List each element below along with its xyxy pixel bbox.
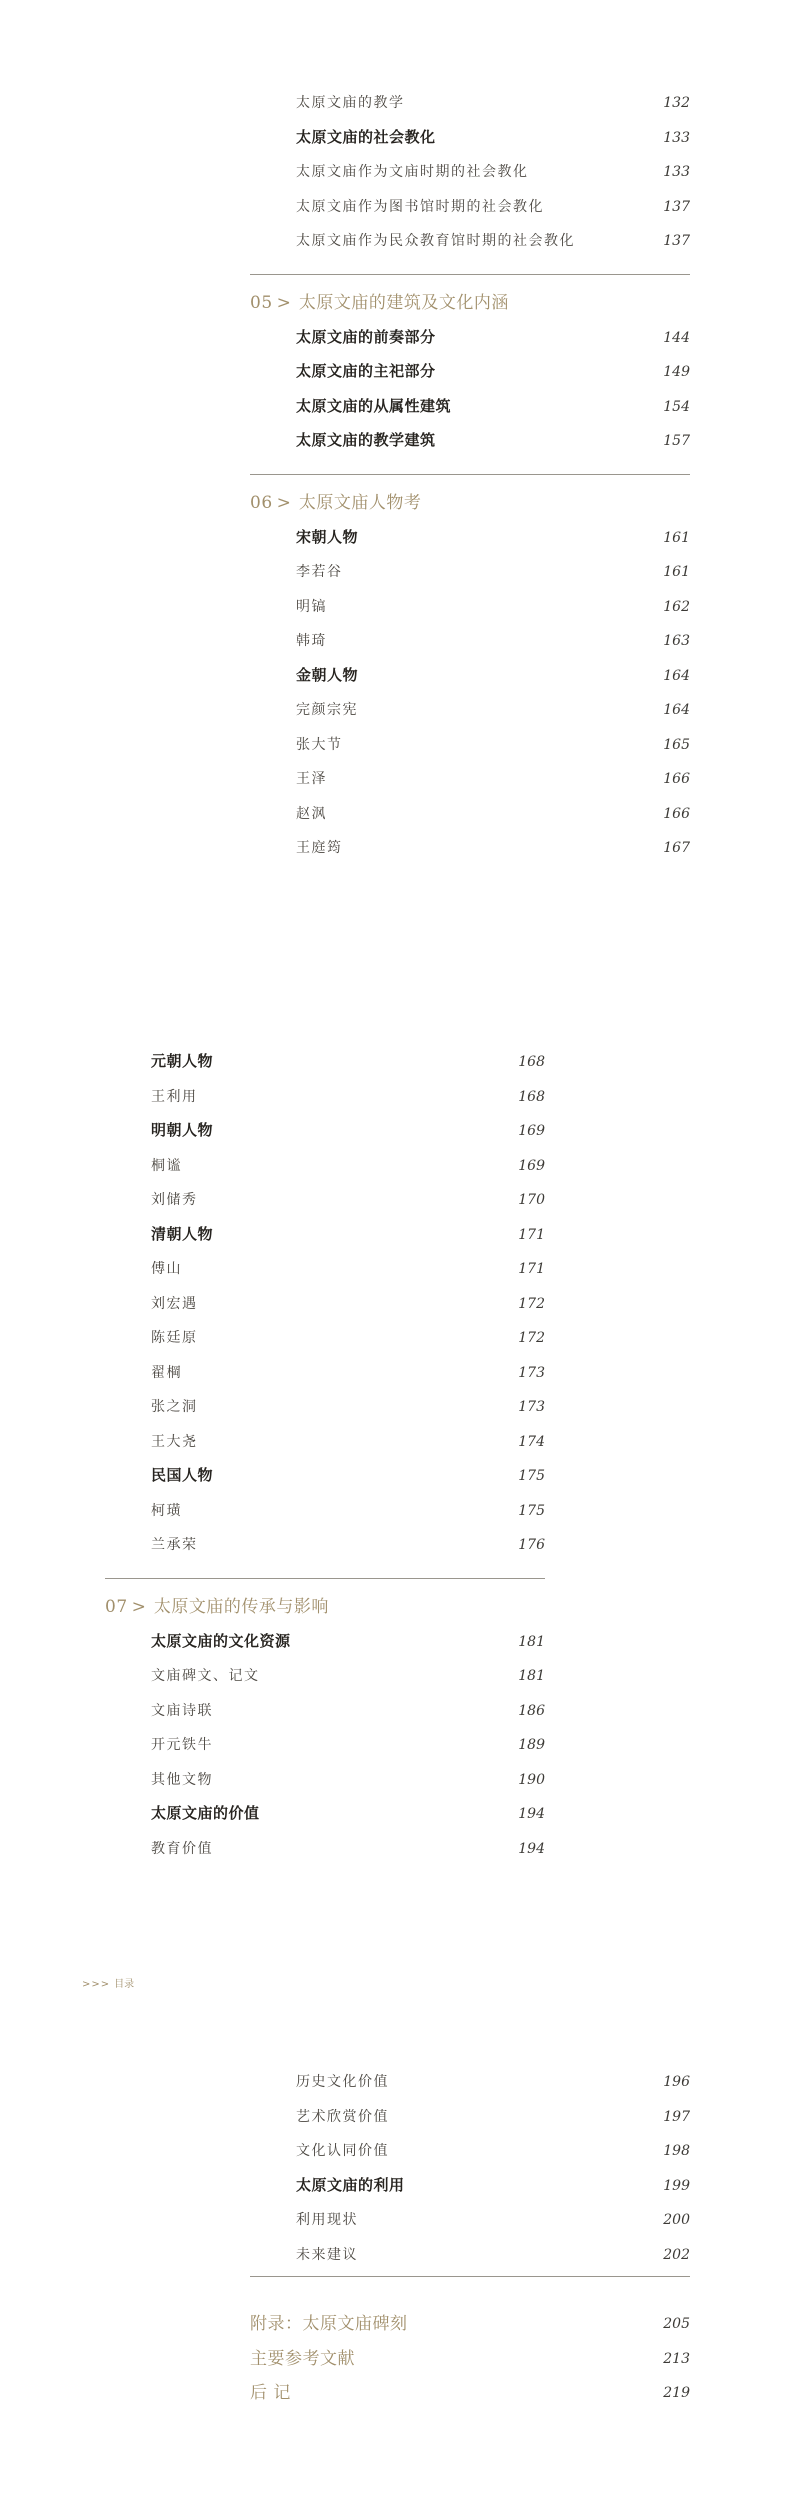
toc-page-number: 213 bbox=[663, 2350, 690, 2367]
toc-entry[interactable] bbox=[250, 797, 690, 832]
toc-subsection-entry[interactable] bbox=[105, 1459, 545, 1494]
toc-entry-title: 太原文庙的从属性建筑 bbox=[296, 397, 452, 415]
toc-page-number: 163 bbox=[663, 633, 690, 649]
toc-entry[interactable] bbox=[250, 190, 690, 225]
toc-entry-title: 太原文庙作为文庙时期的社会教化 bbox=[296, 164, 529, 180]
toc-page-number: 173 bbox=[518, 1399, 545, 1415]
toc-entry[interactable] bbox=[250, 728, 690, 763]
toc-entry-title: 张大节 bbox=[296, 736, 343, 753]
toc-list bbox=[105, 1625, 545, 1867]
chevron-right-icon: > bbox=[276, 492, 291, 513]
toc-entry-title: 宋朝人物 bbox=[296, 528, 359, 546]
toc-entry[interactable] bbox=[250, 762, 690, 797]
toc-entry-title: 王泽 bbox=[296, 771, 327, 787]
toc-entry-title: 太原文庙作为图书馆时期的社会教化 bbox=[296, 198, 544, 215]
toc-page-number: 186 bbox=[518, 1702, 545, 1719]
toc-entry[interactable] bbox=[105, 1287, 545, 1322]
toc-page-number: 154 bbox=[663, 398, 690, 415]
toc-entry-title: 刘宏遇 bbox=[151, 1295, 198, 1312]
toc-page-number: 166 bbox=[663, 771, 690, 787]
toc-entry-title: 太原文庙的前奏部分 bbox=[296, 328, 436, 346]
toc-entry-title: 傅山 bbox=[151, 1261, 182, 1277]
toc-entry[interactable] bbox=[250, 555, 690, 590]
toc-page-number: 164 bbox=[663, 667, 690, 684]
toc-page-number: 205 bbox=[663, 2316, 690, 2332]
toc-page-number: 133 bbox=[663, 164, 690, 180]
toc-entry-title: 张之洞 bbox=[151, 1399, 198, 1415]
toc-page-number: 137 bbox=[663, 198, 690, 215]
toc-page-number: 194 bbox=[518, 1806, 545, 1822]
toc-entry-title: 柯璜 bbox=[151, 1502, 182, 1519]
toc-entry-title: 王大尧 bbox=[151, 1433, 198, 1450]
toc-subsection-entry[interactable] bbox=[105, 1114, 545, 1149]
section-divider bbox=[250, 474, 690, 475]
toc-appendix-entry[interactable] bbox=[250, 2342, 690, 2377]
toc-page-number: 144 bbox=[663, 329, 690, 346]
chevron-arrows-icon: >>> bbox=[82, 1979, 111, 1990]
chevron-right-icon: > bbox=[131, 1596, 146, 1617]
toc-entry[interactable] bbox=[250, 224, 690, 259]
toc-list bbox=[250, 2065, 690, 2272]
toc-page-number: 166 bbox=[663, 805, 690, 822]
toc-entry[interactable] bbox=[250, 2065, 690, 2100]
toc-entry[interactable] bbox=[105, 1390, 545, 1425]
toc-entry-title: 金朝人物 bbox=[296, 666, 359, 684]
toc-page-number: 137 bbox=[663, 233, 690, 249]
toc-subsection-entry[interactable] bbox=[250, 2169, 690, 2204]
toc-appendix-entry[interactable] bbox=[250, 2307, 690, 2342]
toc-subsection-entry[interactable] bbox=[250, 521, 690, 556]
toc-entry-title: 太原文庙作为民众教育馆时期的社会教化 bbox=[296, 233, 575, 249]
toc-entry[interactable] bbox=[105, 1728, 545, 1763]
toc-list bbox=[250, 321, 690, 459]
toc-subsection-entry[interactable] bbox=[250, 121, 690, 156]
toc-entry-title: 未来建议 bbox=[296, 2246, 358, 2263]
toc-entry[interactable] bbox=[105, 1149, 545, 1184]
toc-subsection-entry[interactable] bbox=[105, 1625, 545, 1660]
toc-entry[interactable] bbox=[250, 2100, 690, 2135]
toc-entry-title: 刘储秀 bbox=[151, 1192, 198, 1208]
toc-entry-title: 历史文化价值 bbox=[296, 2074, 389, 2090]
section-title: 太原文庙的传承与影响 bbox=[153, 1596, 329, 1617]
toc-page-number: 170 bbox=[518, 1192, 545, 1208]
toc-page-number: 181 bbox=[518, 1668, 545, 1684]
footer-label: 目录 bbox=[114, 1979, 135, 1990]
toc-entry[interactable] bbox=[250, 590, 690, 625]
toc-page-number: 198 bbox=[663, 2143, 690, 2159]
toc-entry-title: 文庙诗联 bbox=[151, 1702, 213, 1719]
toc-entry[interactable] bbox=[105, 1183, 545, 1218]
toc-entry-title: 兰承荣 bbox=[151, 1537, 198, 1553]
toc-entry-title: 太原文庙的社会教化 bbox=[296, 128, 436, 146]
page-footer-breadcrumb bbox=[82, 1975, 134, 1990]
toc-page-number: 168 bbox=[518, 1054, 545, 1070]
toc-page-number: 175 bbox=[518, 1502, 545, 1519]
toc-entry[interactable] bbox=[250, 2134, 690, 2169]
toc-entry[interactable] bbox=[105, 1832, 545, 1867]
toc-subsection-entry[interactable] bbox=[250, 659, 690, 694]
toc-list bbox=[250, 521, 690, 866]
toc-entry-title: 利用现状 bbox=[296, 2212, 358, 2228]
toc-entry-title: 太原文庙的教学 bbox=[296, 95, 405, 111]
toc-entry-title: 文化认同价值 bbox=[296, 2143, 389, 2159]
toc-entry[interactable] bbox=[105, 1494, 545, 1529]
toc-entry-title: 附录：太原文庙碑刻 bbox=[250, 2314, 408, 2334]
toc-entry-title: 太原文庙的利用 bbox=[296, 2176, 405, 2194]
toc-subsection-entry[interactable] bbox=[105, 1797, 545, 1832]
toc-page-number: 161 bbox=[663, 564, 690, 580]
toc-subsection-entry[interactable] bbox=[250, 355, 690, 390]
section-divider bbox=[250, 274, 690, 275]
toc-entry-title: 太原文庙的文化资源 bbox=[151, 1632, 291, 1650]
section-divider bbox=[105, 1578, 545, 1579]
toc-entry-title: 主要参考文献 bbox=[250, 2348, 355, 2369]
toc-page-number: 165 bbox=[663, 736, 690, 753]
toc-page-number: 171 bbox=[518, 1261, 545, 1277]
toc-page-number: 199 bbox=[663, 2177, 690, 2194]
toc-entry-title: 开元铁牛 bbox=[151, 1737, 213, 1753]
toc-page-number: 161 bbox=[663, 529, 690, 546]
toc-entry-title: 韩琦 bbox=[296, 633, 327, 649]
toc-entry[interactable] bbox=[250, 624, 690, 659]
section-title: 太原文庙的建筑及文化内涵 bbox=[298, 292, 509, 313]
toc-entry-title: 其他文物 bbox=[151, 1771, 213, 1788]
toc-page-number: 200 bbox=[663, 2212, 690, 2228]
toc-entry-title: 民国人物 bbox=[151, 1467, 214, 1484]
toc-page-number: 171 bbox=[518, 1226, 545, 1243]
toc-block-3 bbox=[250, 2065, 690, 2272]
toc-page-number: 164 bbox=[663, 702, 690, 718]
toc-entry[interactable] bbox=[105, 1694, 545, 1729]
toc-entry-title: 太原文庙的价值 bbox=[151, 1805, 260, 1822]
toc-entry[interactable] bbox=[250, 2203, 690, 2238]
toc-entry[interactable] bbox=[105, 1080, 545, 1115]
toc-entry-title: 文庙碑文、记文 bbox=[151, 1668, 260, 1684]
toc-entry-title: 翟棡 bbox=[151, 1364, 182, 1381]
toc-entry[interactable] bbox=[105, 1321, 545, 1356]
toc-entry-title: 王庭筠 bbox=[296, 840, 343, 856]
toc-list bbox=[250, 86, 690, 259]
toc-page-number: 169 bbox=[518, 1157, 545, 1174]
toc-page-number: 196 bbox=[663, 2074, 690, 2090]
toc-subsection-entry[interactable] bbox=[105, 1218, 545, 1253]
chevron-right-icon: > bbox=[276, 292, 291, 313]
toc-entry-title: 明镐 bbox=[296, 598, 327, 615]
toc-block-1 bbox=[250, 0, 690, 866]
toc-page-number: 175 bbox=[518, 1468, 545, 1484]
section-number: 05 bbox=[250, 292, 273, 313]
toc-entry[interactable] bbox=[105, 1425, 545, 1460]
toc-entry[interactable] bbox=[105, 1763, 545, 1798]
section-number: 06 bbox=[250, 492, 273, 513]
toc-entry-title: 明朝人物 bbox=[151, 1122, 214, 1139]
toc-page-number: 132 bbox=[663, 95, 690, 111]
toc-entry-title: 清朝人物 bbox=[151, 1225, 214, 1243]
toc-entry[interactable] bbox=[105, 1356, 545, 1391]
toc-entry[interactable] bbox=[105, 1659, 545, 1694]
toc-page-number: 172 bbox=[518, 1295, 545, 1312]
toc-page-number: 176 bbox=[518, 1537, 545, 1553]
toc-page-number: 168 bbox=[518, 1088, 545, 1105]
section-heading[interactable] bbox=[105, 1589, 545, 1625]
section-number: 07 bbox=[105, 1596, 128, 1617]
toc-entry[interactable] bbox=[250, 155, 690, 190]
section-title: 太原文庙人物考 bbox=[298, 492, 422, 513]
toc-entry-title: 太原文庙的教学建筑 bbox=[296, 432, 436, 449]
toc-subsection-entry[interactable] bbox=[250, 390, 690, 425]
toc-entry-title: 教育价值 bbox=[151, 1840, 213, 1857]
toc-list bbox=[105, 1045, 545, 1563]
toc-appendix-list bbox=[250, 2307, 690, 2411]
toc-entry[interactable] bbox=[250, 2238, 690, 2273]
toc-block-2 bbox=[105, 1045, 545, 1866]
toc-page-number: 167 bbox=[663, 840, 690, 856]
toc-entry-title: 赵沨 bbox=[296, 805, 327, 822]
toc-entry-title: 元朝人物 bbox=[151, 1053, 214, 1070]
toc-page-number: 172 bbox=[518, 1330, 545, 1346]
toc-page-number: 189 bbox=[518, 1737, 545, 1753]
section-heading[interactable] bbox=[250, 285, 690, 321]
toc-subsection-entry[interactable] bbox=[105, 1045, 545, 1080]
toc-page-number: 149 bbox=[663, 364, 690, 380]
section-divider bbox=[250, 2276, 690, 2277]
toc-subsection-entry[interactable] bbox=[250, 424, 690, 459]
toc-page-number: 190 bbox=[518, 1771, 545, 1788]
toc-page-number: 174 bbox=[518, 1433, 545, 1450]
toc-page-number: 219 bbox=[663, 2385, 690, 2401]
toc-page-number: 202 bbox=[663, 2246, 690, 2263]
toc-appendix-entry[interactable] bbox=[250, 2376, 690, 2411]
toc-entry-title: 陈廷原 bbox=[151, 1330, 198, 1346]
toc-entry-title: 后 记 bbox=[250, 2383, 291, 2403]
toc-page-number: 157 bbox=[663, 433, 690, 449]
toc-entry[interactable] bbox=[105, 1528, 545, 1563]
toc-entry-title: 完颜宗宪 bbox=[296, 702, 358, 718]
toc-entry[interactable] bbox=[105, 1252, 545, 1287]
toc-entry[interactable] bbox=[250, 86, 690, 121]
toc-page-number: 173 bbox=[518, 1364, 545, 1381]
toc-page-number: 162 bbox=[663, 598, 690, 615]
toc-page-number: 181 bbox=[518, 1633, 545, 1650]
toc-entry[interactable] bbox=[250, 693, 690, 728]
toc-subsection-entry[interactable] bbox=[250, 321, 690, 356]
toc-entry-title: 艺术欣赏价值 bbox=[296, 2108, 389, 2125]
toc-entry-title: 王利用 bbox=[151, 1088, 198, 1105]
section-heading[interactable] bbox=[250, 485, 690, 521]
toc-entry-title: 李若谷 bbox=[296, 564, 343, 580]
toc-page-number: 169 bbox=[518, 1123, 545, 1139]
toc-entry-title: 桐谧 bbox=[151, 1157, 182, 1174]
toc-entry-title: 太原文庙的主祀部分 bbox=[296, 363, 436, 380]
toc-page-number: 197 bbox=[663, 2108, 690, 2125]
toc-page-number: 133 bbox=[663, 129, 690, 146]
toc-page-number: 194 bbox=[518, 1840, 545, 1857]
toc-entry[interactable] bbox=[250, 831, 690, 866]
